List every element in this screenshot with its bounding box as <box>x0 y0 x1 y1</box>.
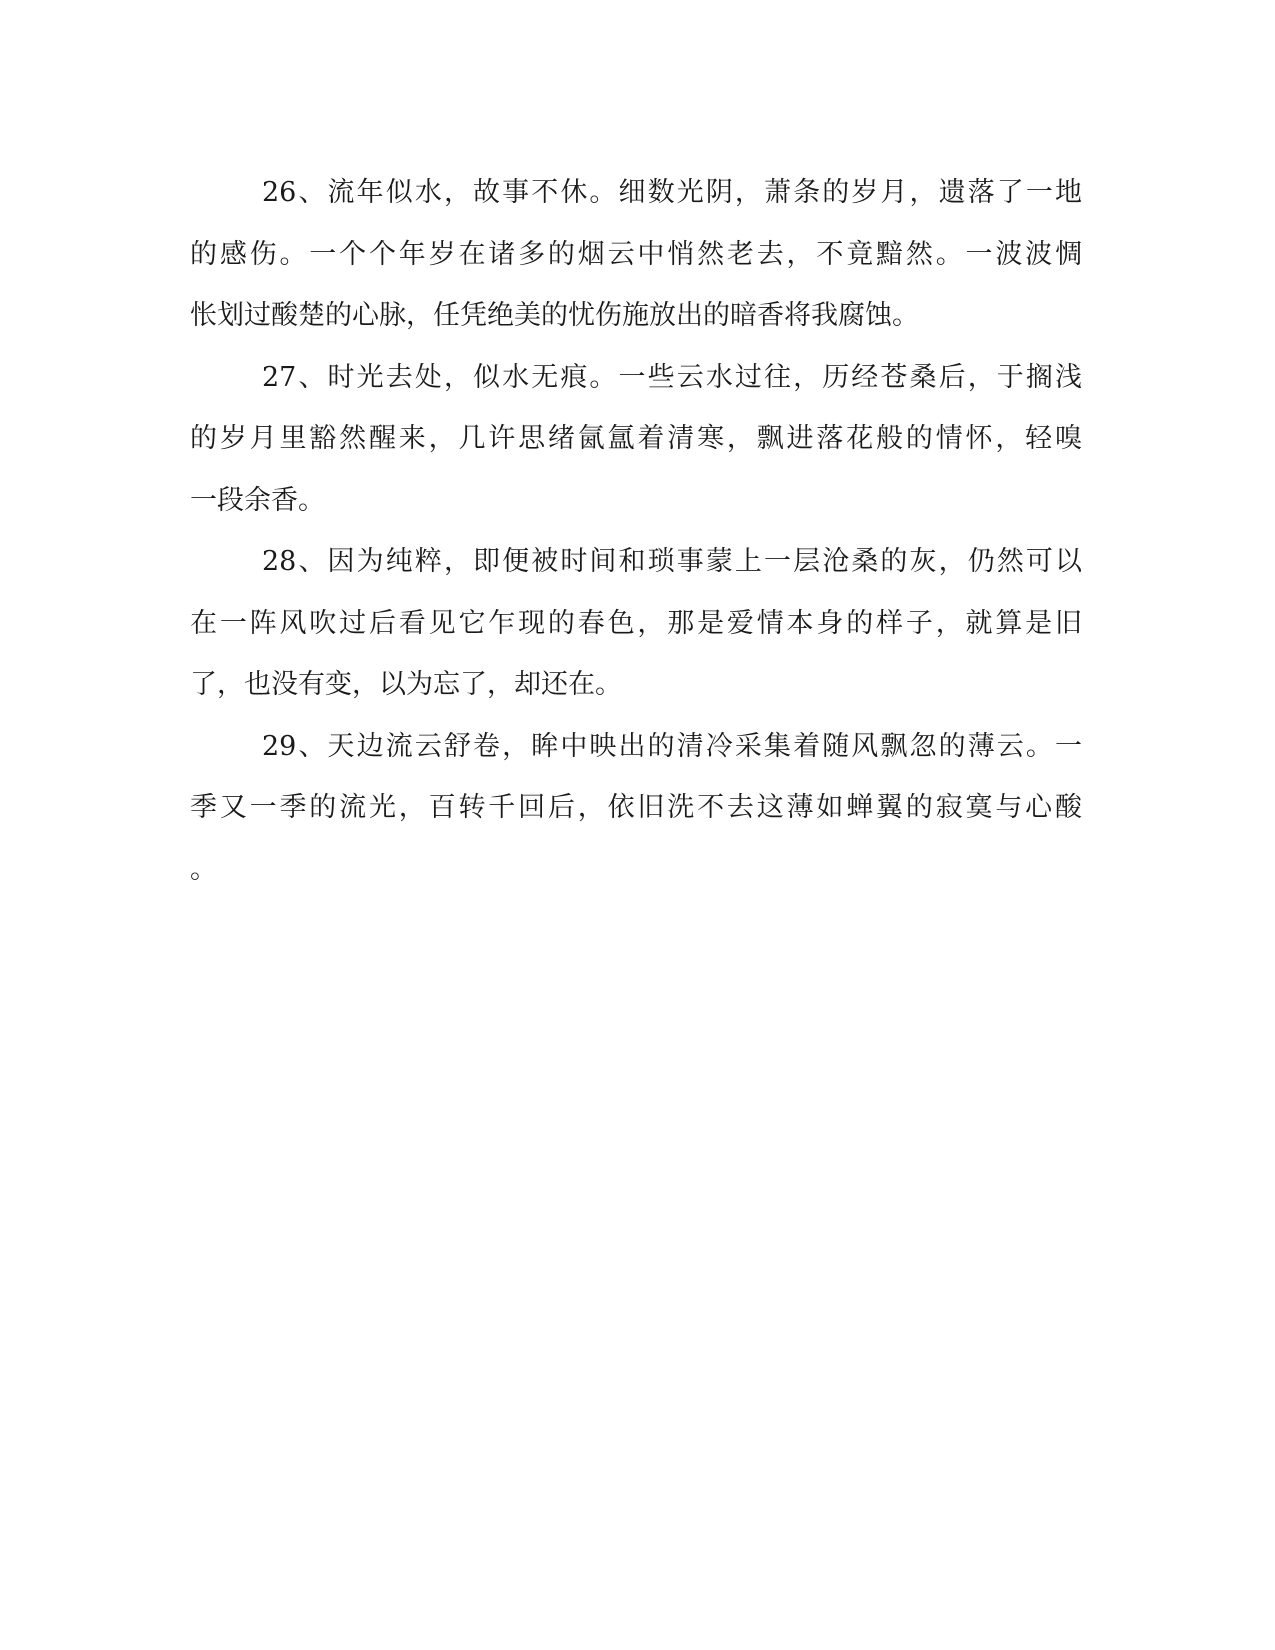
text-line: 。 <box>190 853 217 885</box>
paragraph-26 <box>190 162 1082 347</box>
text-line: 在一阵风吹过后看见它乍现的春色，那是爱情本身的样子，就算是旧 <box>190 607 1082 639</box>
text-line: 一段余香。 <box>190 484 325 516</box>
text-line: 29、天边流云舒卷，眸中映出的清冷采集着随风飘忽的薄云。一 <box>262 730 1082 762</box>
document-body <box>190 162 1082 900</box>
text-line: 了，也没有变，以为忘了，却还在。 <box>190 669 622 700</box>
text-line: 的感伤。一个个年岁在诸多的烟云中悄然老去，不竟黯然。一波波惆 <box>190 238 1082 270</box>
paragraph-27 <box>190 347 1082 532</box>
text-line: 28、因为纯粹，即便被时间和琐事蒙上一层沧桑的灰，仍然可以 <box>262 546 1082 577</box>
text-line: 26、流年似水，故事不休。细数光阴，萧条的岁月，遗落了一地 <box>262 177 1082 208</box>
text-line: 怅划过酸楚的心脉，任凭绝美的忧伤施放出的暗香将我腐蚀。 <box>190 300 919 331</box>
text-line: 的岁月里豁然醒来，几许思绪氤氲着清寒，飘进落花般的情怀，轻嗅 <box>190 423 1082 454</box>
paragraph-29 <box>190 716 1082 901</box>
paragraph-28 <box>190 531 1082 716</box>
text-line: 季又一季的流光，百转千回后，依旧洗不去这薄如蝉翼的寂寞与心酸 <box>190 792 1082 823</box>
text-line: 27、时光去处，似水无痕。一些云水过往，历经苍桑后，于搁浅 <box>262 361 1082 393</box>
